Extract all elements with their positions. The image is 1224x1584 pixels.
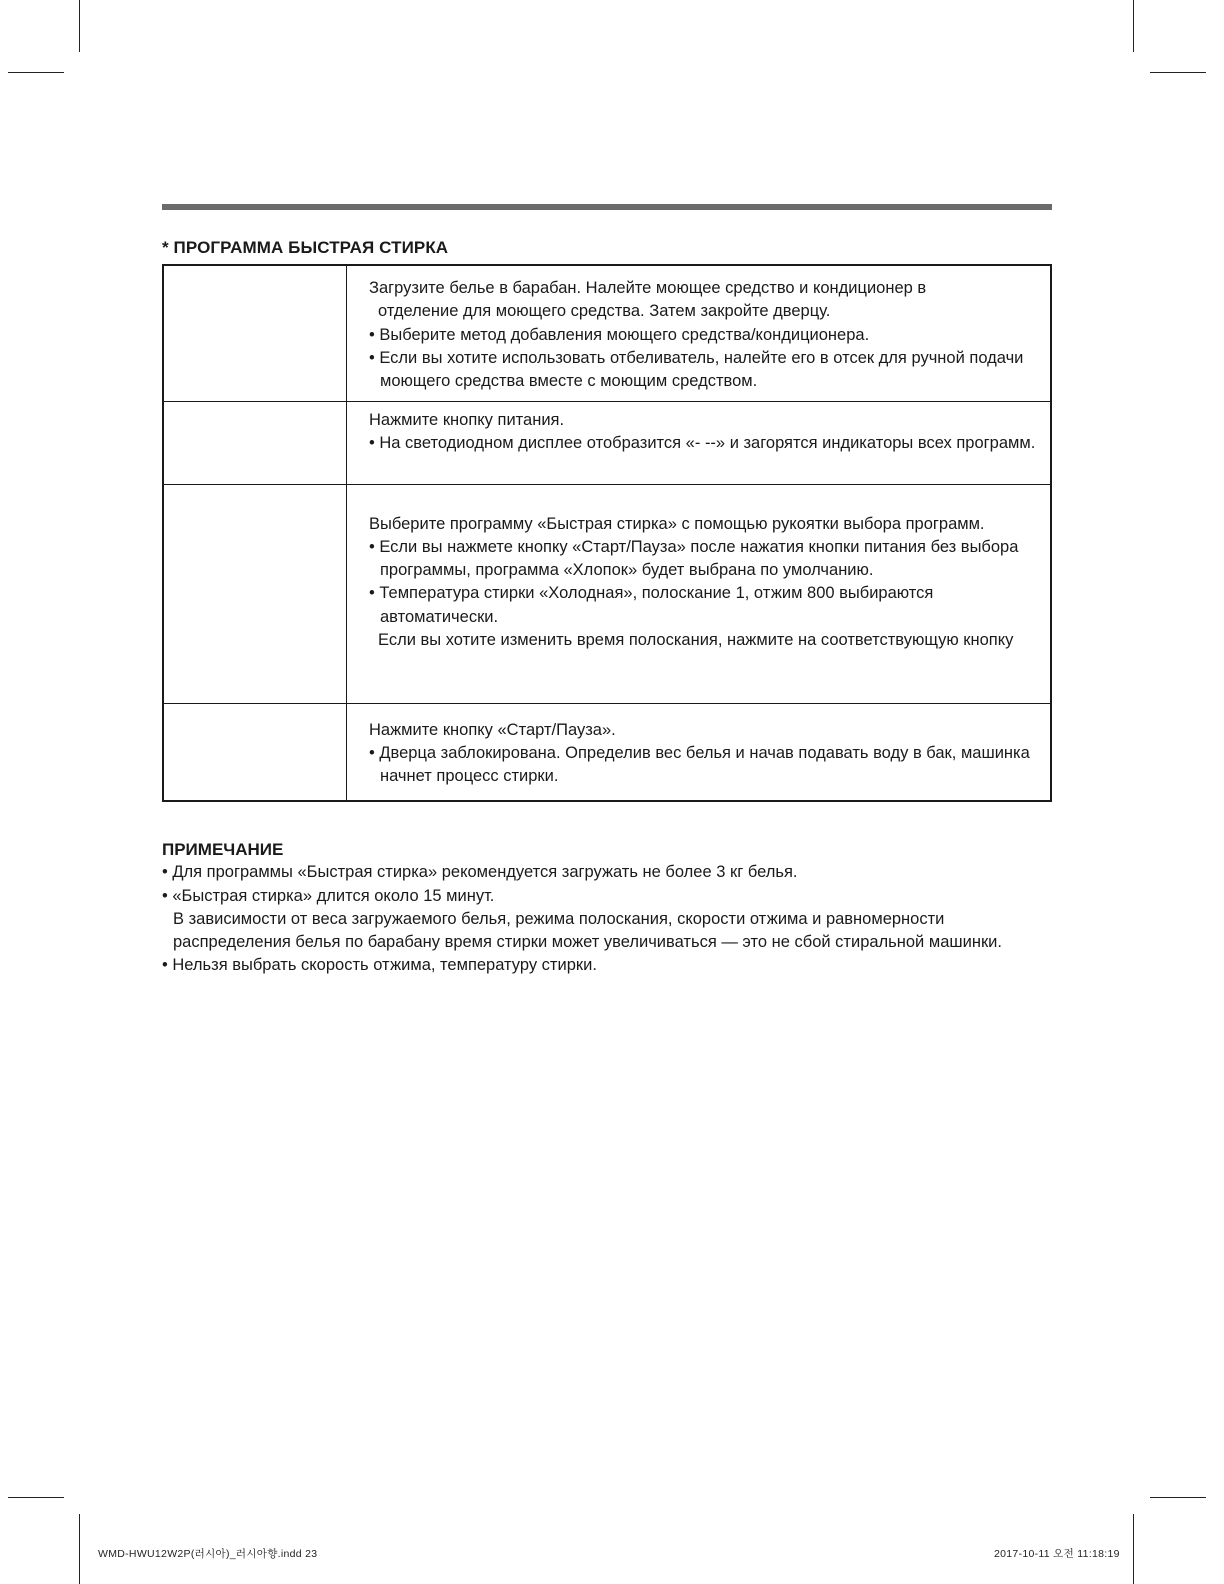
step-extra: Если вы хотите изменить время полоскания, нажмите на соответствующую кнопку — [378, 630, 1014, 649]
step-text-cell — [347, 703, 1052, 801]
crop-mark — [8, 1497, 64, 1498]
step-bullet: • Если вы нажмете кнопку «Старт/Пауза» после нажатия кнопки питания без выбора программы, программа «Хлопок» будет выбрана по умолчанию. — [369, 537, 1019, 580]
step-text-cell — [347, 484, 1052, 703]
header-rule — [162, 204, 1052, 210]
step-label-cell — [163, 265, 347, 401]
step-label-cell — [163, 703, 347, 801]
note-title: ПРИМЕЧАНИЕ — [162, 840, 284, 859]
table-row — [163, 401, 1051, 484]
crop-mark — [1133, 0, 1134, 52]
step-bullet: • Температура стирки «Холодная», полоскание 1, отжим 800 выбираются автоматически. — [369, 584, 934, 626]
crop-mark — [8, 72, 64, 73]
crop-mark — [79, 0, 80, 52]
step-text-cell — [347, 265, 1052, 401]
table-row — [163, 265, 1051, 401]
footer-filename: WMD-HWU12W2P(러시아)_러시아향.indd 23 — [98, 1548, 318, 1560]
step-bullet: • На светодиодном дисплее отобразится «- --» и загорятся индикаторы всех программ. — [369, 433, 1036, 452]
step-instruction: Нажмите кнопку питания. — [369, 410, 565, 429]
footer-timestamp: 2017-10-11 오전 11:18:19 — [994, 1548, 1120, 1560]
note-continuation: В зависимости от веса загружаемого белья, режима полоскания, скорости отжима и равномерности распределения белья по барабану время стирки может увеличиваться — это не сбой стиральной машинки. — [173, 909, 1002, 952]
step-instruction: Выберите программу «Быстрая стирка» с помощью рукоятки выбора программ. — [369, 514, 985, 533]
table-row — [163, 484, 1051, 703]
step-instruction: Нажмите кнопку «Старт/Пауза». — [369, 720, 616, 739]
table-row — [163, 703, 1051, 801]
step-bullet: • Выберите метод добавления моющего средства/кондиционера. — [369, 325, 870, 344]
crop-mark — [1150, 72, 1206, 73]
crop-mark — [1133, 1514, 1134, 1584]
step-bullet: • Дверца заблокирована. Определив вес белья и начав подавать воду в бак, машинка начнет процесс стирки. — [369, 743, 1030, 786]
step-bullet: • Если вы хотите использовать отбеливатель, налейте его в отсек для ручной подачи моющего средства вместе с моющим средством. — [369, 348, 1024, 391]
note-section — [162, 838, 1042, 978]
note-item: • Для программы «Быстрая стирка» рекомендуется загружать не более 3 кг белья. — [162, 863, 798, 882]
note-item: • Нельзя выбрать скорость отжима, температуру стирки. — [162, 956, 597, 975]
step-label-cell — [163, 484, 347, 703]
crop-mark — [79, 1514, 80, 1584]
section-title: * ПРОГРАММА БЫСТРАЯ СТИРКА — [162, 238, 449, 257]
step-instruction: Загрузите белье в барабан. Налейте моющее средство и кондиционер в — [369, 279, 927, 297]
steps-table — [162, 264, 1052, 802]
step-label-cell — [163, 401, 347, 484]
step-instruction-cont: отделение для моющего средства. Затем закройте дверцу. — [378, 302, 831, 321]
step-text-cell — [347, 401, 1052, 484]
note-item: • «Быстрая стирка» длится около 15 минут. — [162, 886, 495, 905]
crop-mark — [1150, 1497, 1206, 1498]
